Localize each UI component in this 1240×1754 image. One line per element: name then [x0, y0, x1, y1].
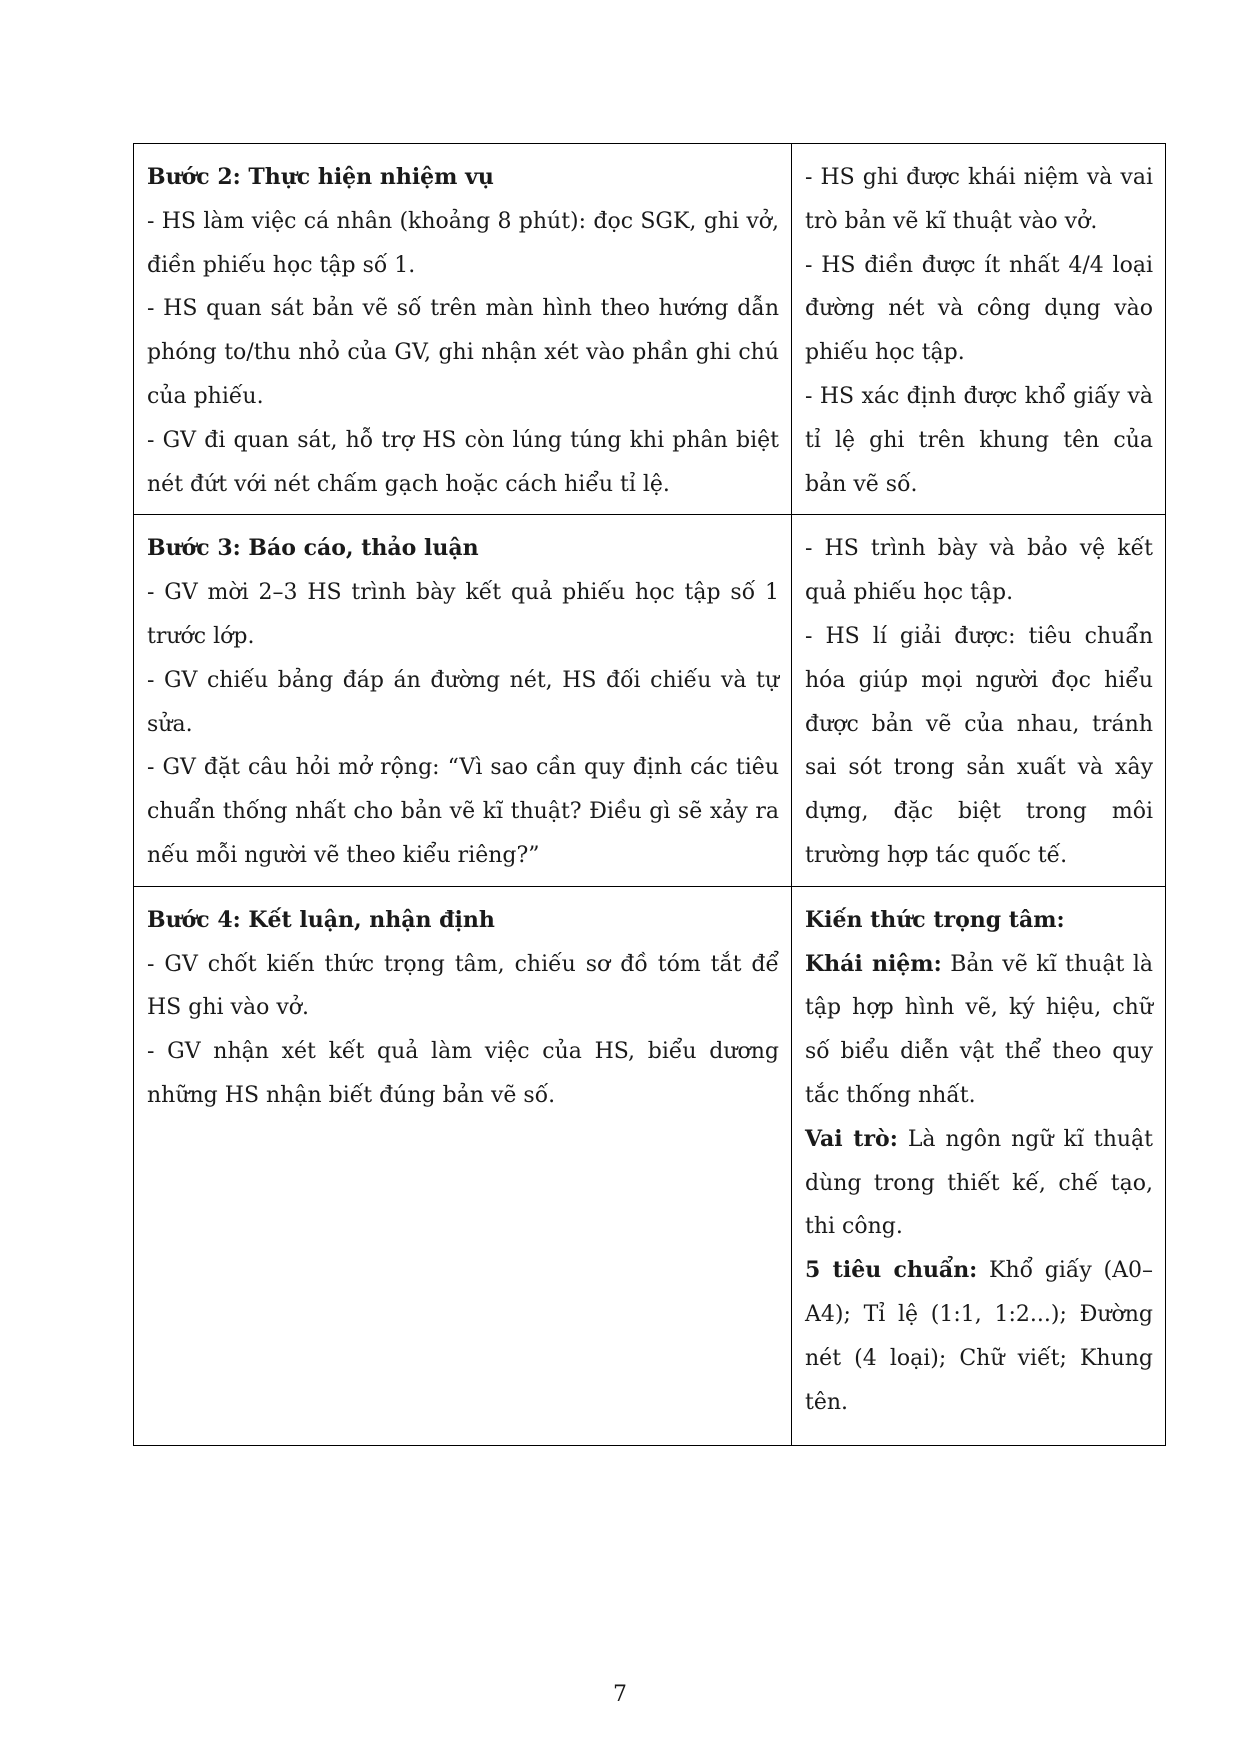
step-line: - HS làm việc cá nhân (khoảng 8 phút): đọc SGK, ghi vở, điền phiếu học tập số 1.: [147, 208, 779, 278]
step-3-cell: [134, 515, 792, 886]
step-line: - HS quan sát bản vẽ số trên màn hình theo hướng dẫn phóng to/thu nhỏ của GV, ghi nhận xét vào phần ghi chú của phiếu.: [147, 296, 779, 409]
step-line: - GV đặt câu hỏi mở rộng: “Vì sao cần quy định các tiêu chuẩn thống nhất cho bản vẽ kĩ thuật? Điều gì sẽ xảy ra nếu mỗi người vẽ theo kiểu riêng?”: [147, 755, 779, 868]
step-heading: Bước 3: Báo cáo, thảo luận: [147, 535, 479, 562]
key-knowledge-cell: [792, 886, 1166, 1445]
outcome-line: - HS trình bày và bảo vệ kết quả phiếu học tập.: [805, 536, 1153, 606]
item-label: Vai trò:: [805, 1125, 898, 1152]
outcome-line: - HS lí giải được: tiêu chuẩn hóa giúp mọi người đọc hiểu được bản vẽ của nhau, tránh sai sót trong sản xuất và xây dựng, đặc biệt trong môi trường hợp tác quốc tế.: [805, 623, 1153, 868]
table-row: [134, 144, 1166, 515]
item-label: Khái niệm:: [805, 950, 942, 977]
step-line: - GV đi quan sát, hỗ trợ HS còn lúng túng khi phân biệt nét đứt với nét chấm gạch hoặc cách hiểu tỉ lệ.: [147, 427, 779, 497]
outcome-line: - HS ghi được khái niệm và vai trò bản vẽ kĩ thuật vào vở.: [805, 165, 1153, 234]
step-2-cell: [134, 144, 792, 515]
key-knowledge-heading: Kiến thức trọng tâm:: [805, 906, 1065, 933]
item-label: 5 tiêu chuẩn:: [805, 1257, 978, 1284]
step-2-outcome-cell: [792, 144, 1166, 515]
item-text: Là ngôn ngữ kĩ thuật dùng trong thiết kế, chế tạo, thi công.: [805, 1126, 1153, 1240]
step-line: - GV chốt kiến thức trọng tâm, chiếu sơ đồ tóm tắt để HS ghi vào vở.: [147, 951, 779, 1021]
step-heading: Bước 2: Thực hiện nhiệm vụ: [147, 164, 494, 190]
key-knowledge-item: [805, 1249, 1153, 1424]
lesson-activity-table: [133, 143, 1166, 1446]
table-row: [134, 886, 1166, 1445]
step-3-outcome-cell: [792, 515, 1166, 886]
step-line: - GV mời 2–3 HS trình bày kết quả phiếu học tập số 1 trước lớp.: [147, 580, 779, 649]
page-number: 7: [613, 1682, 627, 1707]
step-line: - GV nhận xét kết quả làm việc của HS, biểu dương những HS nhận biết đúng bản vẽ số.: [147, 1039, 779, 1108]
item-text: Khổ giấy (A0–A4); Tỉ lệ (1:1, 1:2...); Đường nét (4 loại); Chữ viết; Khung tên.: [805, 1258, 1153, 1415]
outcome-line: - HS xác định được khổ giấy và tỉ lệ ghi trên khung tên của bản vẽ số.: [805, 383, 1153, 497]
item-text: Bản vẽ kĩ thuật là tập hợp hình vẽ, ký hiệu, chữ số biểu diễn vật thể theo quy tắc thống nhất.: [805, 951, 1154, 1108]
key-knowledge-item: [805, 943, 1153, 1118]
step-heading: Bước 4: Kết luận, nhận định: [147, 906, 495, 933]
key-knowledge-item: [805, 1118, 1153, 1249]
step-line: - GV chiếu bảng đáp án đường nét, HS đối chiếu và tự sửa.: [147, 667, 779, 737]
outcome-line: - HS điền được ít nhất 4/4 loại đường nét và công dụng vào phiếu học tập.: [805, 252, 1153, 366]
step-4-cell: [134, 886, 792, 1445]
table-row: [134, 515, 1166, 886]
